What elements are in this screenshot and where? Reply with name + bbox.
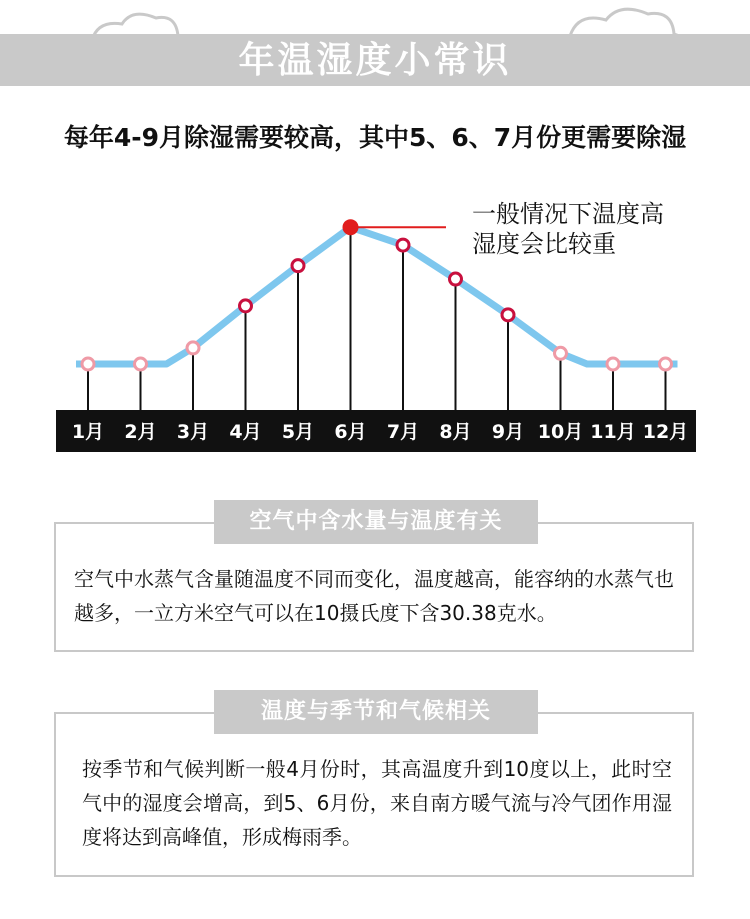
point-3: [187, 342, 199, 354]
point-7: [397, 239, 409, 251]
point-10: [555, 347, 567, 359]
point-5: [292, 260, 304, 272]
annotation-line-1: 一般情况下温度高: [472, 200, 664, 228]
point-2: [135, 358, 147, 370]
point-12: [660, 358, 672, 370]
tick-label-11: 11月: [590, 421, 636, 443]
annotation-line-2: 湿度会比较重: [472, 230, 616, 258]
point-9: [502, 309, 514, 321]
point-4: [240, 300, 252, 312]
tick-label-10: 10月: [537, 421, 584, 443]
tick-label-4: 4月: [229, 421, 262, 443]
tick-label-1: 1月: [71, 421, 105, 443]
section-humidity-temp: [54, 509, 694, 652]
tick-label-12: 12月: [642, 421, 689, 443]
tick-label-6: 6月: [334, 421, 367, 443]
humidity-chart: [0, 180, 750, 455]
tick-label-7: 7月: [386, 421, 420, 443]
section-season-climate: [54, 699, 694, 877]
tick-label-8: 8月: [439, 421, 472, 443]
section-humidity-temp-text: 空气中水蒸气含量随温度不同而变化，温度越高，能容纳的水蒸气也越多，一立方米空气可以在10摄氏度下含30.38克水。: [74, 567, 674, 625]
tick-label-3: 3月: [176, 421, 210, 443]
section-season-climate-title: 温度与季节和气候相关: [214, 690, 538, 734]
tick-label-2: 2月: [124, 421, 157, 443]
point-1: [82, 358, 94, 370]
page-subtitle: 每年4-9月除湿需要较高，其中5、6、7月份更需要除湿: [63, 123, 687, 152]
tick-label-5: 5月: [281, 421, 315, 443]
section-humidity-temp-title: 空气中含水量与温度有关: [214, 500, 538, 544]
point-11: [607, 358, 619, 370]
point-8: [450, 273, 462, 285]
page-title: 年温湿度小常识: [238, 40, 512, 81]
tick-label-9: 9月: [491, 421, 525, 443]
section-season-climate-text: 按季节和气候判断一般4月份时，其高温度升到10度以上，此时空气中的湿度会增高，到5、6月份，来自南方暖气流与冷气团作用湿度将达到高峰值，形成梅雨季。: [82, 757, 672, 849]
